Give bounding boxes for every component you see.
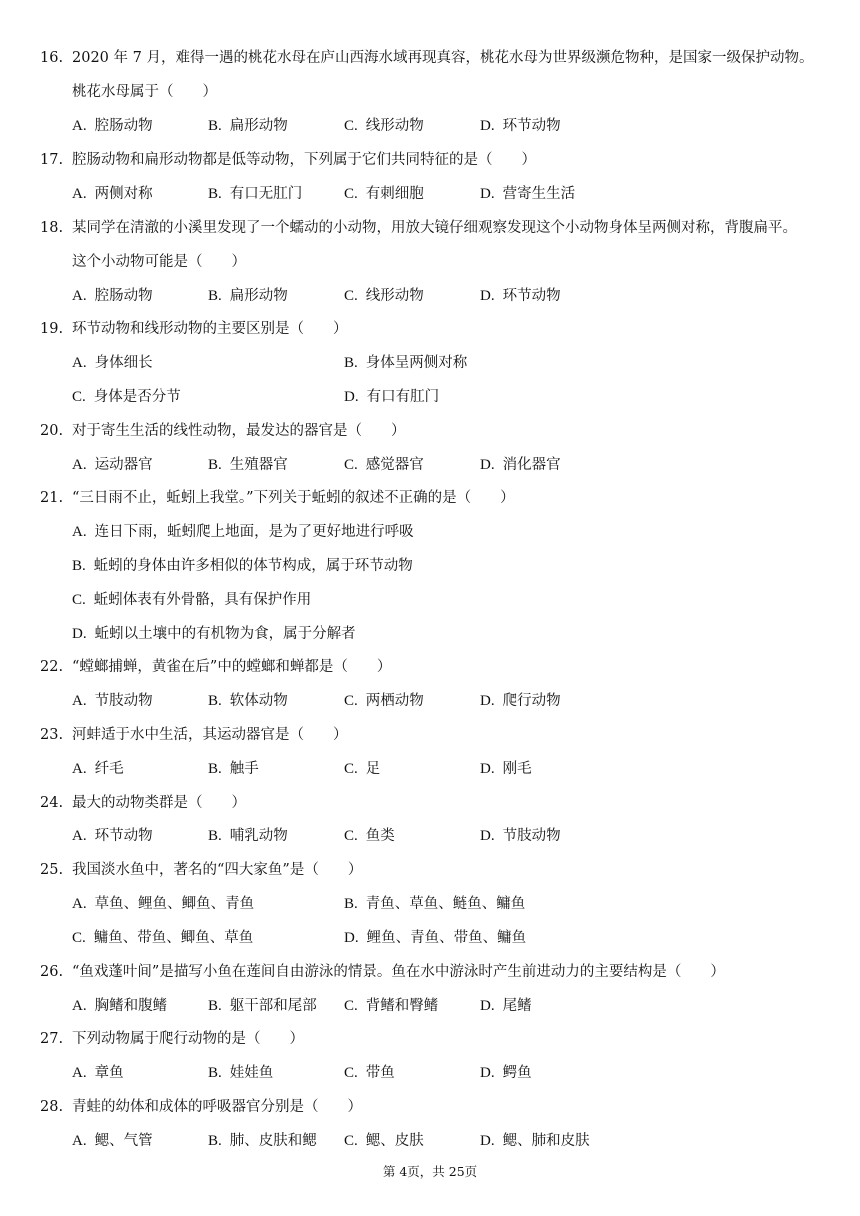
- option-b: B. 扁形动物: [208, 288, 288, 304]
- option-d: D. 营寄生生活: [480, 186, 576, 202]
- option-b: B. 生殖器官: [208, 457, 288, 473]
- option-c: C. 蚯蚓体表有外骨骼，具有保护作用: [72, 592, 312, 608]
- option-d: D. 蚯蚓以土壤中的有机物为食，属于分解者: [72, 626, 356, 642]
- question-number: 16.: [40, 50, 64, 66]
- question-stem: 环节动物和线形动物的主要区别是（ ）: [72, 321, 348, 337]
- option-d: D. 刚毛: [480, 761, 532, 777]
- option-b: B. 娃娃鱼: [208, 1065, 274, 1081]
- option-c: C. 两栖动物: [344, 693, 424, 709]
- question-stem: 腔肠动物和扁形动物都是低等动物，下列属于它们共同特征的是（ ）: [72, 152, 536, 168]
- option-a: A. 身体细长: [72, 355, 153, 371]
- option-b: B. 肺、皮肤和鳃: [208, 1133, 317, 1149]
- question-stem: 青蛙的幼体和成体的呼吸器官分别是（ ）: [72, 1099, 362, 1115]
- option-a: A. 纤毛: [72, 761, 124, 777]
- question-number: 18.: [40, 220, 64, 236]
- option-c: C. 感觉器官: [344, 457, 424, 473]
- option-a: A. 两侧对称: [72, 186, 153, 202]
- option-a: A. 运动器官: [72, 457, 153, 473]
- option-b: B. 触手: [208, 761, 259, 777]
- option-d: D. 消化器官: [480, 457, 561, 473]
- question-stem: “三日雨不止，蚯蚓上我堂。”下列关于蚯蚓的叙述不正确的是（ ）: [72, 490, 515, 506]
- question-stem: 我国淡水鱼中，著名的“四大家鱼”是（ ）: [72, 862, 363, 878]
- option-d: D. 鲤鱼、青鱼、带鱼、鳙鱼: [344, 930, 527, 946]
- option-a: A. 腔肠动物: [72, 118, 153, 134]
- option-a: A. 腔肠动物: [72, 288, 153, 304]
- question-stem: 下列动物属于爬行动物的是（ ）: [72, 1031, 304, 1047]
- option-b: B. 蚯蚓的身体由许多相似的体节构成，属于环节动物: [72, 558, 413, 574]
- option-a: A. 连日下雨，蚯蚓爬上地面，是为了更好地进行呼吸: [72, 524, 414, 540]
- question-number: 21.: [40, 490, 64, 506]
- option-c: C. 有刺细胞: [344, 186, 424, 202]
- question-stem: 某同学在清澈的小溪里发现了一个蠕动的小动物，用放大镜仔细观察发现这个小动物身体呈两侧对称，背腹扁平。: [72, 220, 797, 236]
- option-b: B. 软体动物: [208, 693, 288, 709]
- option-b: B. 青鱼、草鱼、鲢鱼、鳙鱼: [344, 896, 526, 912]
- option-d: D. 环节动物: [480, 288, 561, 304]
- question-stem-continued: 桃花水母属于（ ）: [72, 84, 217, 100]
- question-number: 25.: [40, 862, 64, 878]
- question-number: 19.: [40, 321, 64, 337]
- option-c: C. 带鱼: [344, 1065, 395, 1081]
- option-d: D. 爬行动物: [480, 693, 561, 709]
- question-stem: 2020 年 7 月，难得一遇的桃花水母在庐山西海水域再现真容，桃花水母为世界级濒危物种，是国家一级保护动物。: [72, 50, 814, 66]
- option-c: C. 背鳍和臀鳍: [344, 998, 439, 1014]
- question-number: 26.: [40, 964, 64, 980]
- option-c: C. 线形动物: [344, 288, 424, 304]
- option-d: D. 鳃、肺和皮肤: [480, 1133, 590, 1149]
- option-d: D. 有口有肛门: [344, 389, 440, 405]
- option-d: D. 尾鳍: [480, 998, 532, 1014]
- option-c: C. 线形动物: [344, 118, 424, 134]
- question-number: 28.: [40, 1099, 64, 1115]
- option-b: B. 扁形动物: [208, 118, 288, 134]
- question-stem-continued: 这个小动物可能是（ ）: [72, 254, 246, 270]
- question-stem: 对于寄生生活的线性动物，最发达的器官是（ ）: [72, 423, 406, 439]
- question-number: 24.: [40, 795, 64, 811]
- option-c: C. 鳃、皮肤: [344, 1133, 424, 1149]
- option-b: B. 有口无肛门: [208, 186, 303, 202]
- option-d: D. 节肢动物: [480, 828, 561, 844]
- question-number: 23.: [40, 727, 64, 743]
- question-number: 17.: [40, 152, 64, 168]
- option-a: A. 草鱼、鲤鱼、鲫鱼、青鱼: [72, 896, 255, 912]
- question-stem: “螳螂捕蝉，黄雀在后”中的螳螂和蝉都是（ ）: [72, 659, 392, 675]
- option-a: A. 章鱼: [72, 1065, 124, 1081]
- option-c: C. 足: [344, 761, 381, 777]
- option-b: B. 哺乳动物: [208, 828, 288, 844]
- question-stem: 最大的动物类群是（ ）: [72, 795, 246, 811]
- question-number: 22.: [40, 659, 64, 675]
- option-a: A. 环节动物: [72, 828, 153, 844]
- option-c: C. 鳙鱼、带鱼、鲫鱼、草鱼: [72, 930, 254, 946]
- option-c: C. 鱼类: [344, 828, 395, 844]
- option-d: D. 环节动物: [480, 118, 561, 134]
- page-footer: 第 4页，共 25页: [382, 1164, 478, 1179]
- option-a: A. 节肢动物: [72, 693, 153, 709]
- question-stem: “鱼戏蓬叶间”是描写小鱼在莲间自由游泳的情景。鱼在水中游泳时产生前进动力的主要结构是（ ）: [72, 964, 725, 980]
- option-a: A. 鳃、气管: [72, 1133, 153, 1149]
- option-a: A. 胸鳍和腹鳍: [72, 998, 168, 1014]
- option-b: B. 身体呈两侧对称: [344, 355, 468, 371]
- question-number: 27.: [40, 1031, 64, 1047]
- option-c: C. 身体是否分节: [72, 389, 181, 405]
- option-b: B. 躯干部和尾部: [208, 998, 317, 1014]
- question-number: 20.: [40, 423, 64, 439]
- option-d: D. 鳄鱼: [480, 1065, 532, 1081]
- question-stem: 河蚌适于水中生活，其运动器官是（ ）: [72, 727, 348, 743]
